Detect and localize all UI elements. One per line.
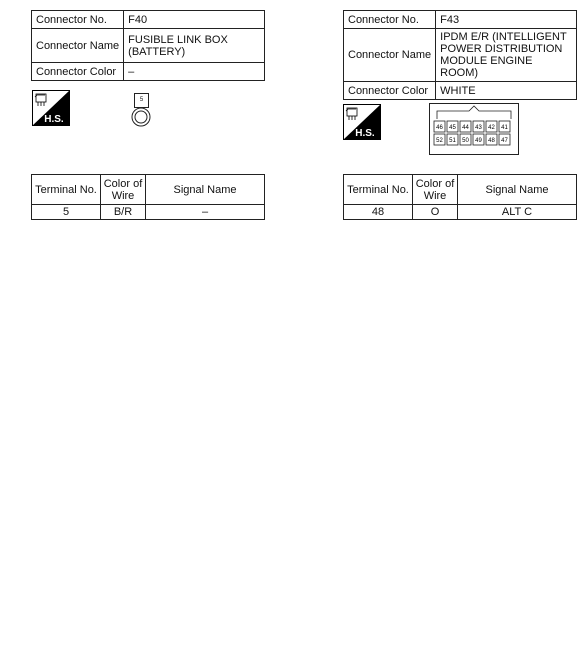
wire-color-header-line-2: Wire: [423, 189, 447, 202]
connector-name-label: Connector Name: [344, 29, 436, 82]
pin-number: 50: [462, 138, 469, 144]
harness-side-icon: [343, 104, 381, 140]
terminal-table-f40: [31, 174, 265, 220]
connector-color-value: –: [124, 63, 265, 81]
hs-label: H.S.: [355, 128, 375, 139]
connector-name-label: Connector Name: [32, 29, 124, 63]
connector-no-label: Connector No.: [344, 11, 436, 29]
terminal-table-f43: [343, 174, 577, 220]
wire-color-header-line-2: Wire: [111, 189, 135, 202]
connector-color-label: Connector Color: [344, 82, 436, 100]
wire-color-header: [101, 175, 146, 205]
wire-color-header-line-1: Color of: [103, 177, 143, 190]
terminal-no-header: Terminal No.: [344, 175, 413, 205]
harness-side-icon: [32, 90, 70, 126]
pin-number: 44: [462, 125, 469, 131]
ring-terminal-icon: [130, 106, 152, 128]
connector-name-value: [124, 29, 265, 63]
terminal-cell: 5: [32, 205, 101, 220]
connector-color-value: WHITE: [436, 82, 577, 100]
wire-color-cell: O: [413, 205, 458, 220]
connector-info-f40: [31, 10, 265, 81]
table-row: [32, 205, 265, 220]
hs-label: H.S.: [44, 114, 64, 125]
connector-name-line-2: POWER DISTRIBUTION: [440, 43, 563, 55]
pin-number: 52: [436, 138, 443, 144]
pin-number: 47: [501, 138, 508, 144]
signal-name-cell: ALT C: [458, 205, 577, 220]
connector-no-label: Connector No.: [32, 11, 124, 29]
terminal-number-box: 5: [134, 93, 149, 108]
pin-number: 42: [488, 125, 495, 131]
connector-color-label: Connector Color: [32, 63, 124, 81]
connector-name-line-3: MODULE ENGINE ROOM): [440, 55, 533, 79]
pin-number: 43: [475, 125, 482, 131]
signal-name-header: Signal Name: [458, 175, 577, 205]
connector-name-line-1: IPDM E/R (INTELLIGENT: [440, 31, 567, 43]
connector-no-value: F40: [124, 11, 265, 29]
wire-color-header-line-1: Color of: [415, 177, 455, 190]
terminal-no-header: Terminal No.: [32, 175, 101, 205]
pin-number: 49: [475, 138, 482, 144]
wire-color-cell: B/R: [101, 205, 146, 220]
pin-number: 41: [501, 125, 508, 131]
connector-face-diagram: [429, 103, 519, 155]
terminal-cell: 48: [344, 205, 413, 220]
connector-name-line-2: (BATTERY): [128, 45, 186, 58]
connector-name-value: [436, 29, 577, 82]
pin-number: 51: [449, 138, 456, 144]
wire-color-header: [413, 175, 458, 205]
table-row: [344, 205, 577, 220]
signal-name-header: Signal Name: [146, 175, 265, 205]
signal-name-cell: –: [146, 205, 265, 220]
connector-name-line-1: FUSIBLE LINK BOX: [128, 33, 228, 46]
connector-info-f43: [343, 10, 577, 100]
connector-no-value: F43: [436, 11, 577, 29]
pin-number: 45: [449, 125, 456, 131]
pin-number: 48: [488, 138, 495, 144]
pin-number: 46: [436, 125, 443, 131]
